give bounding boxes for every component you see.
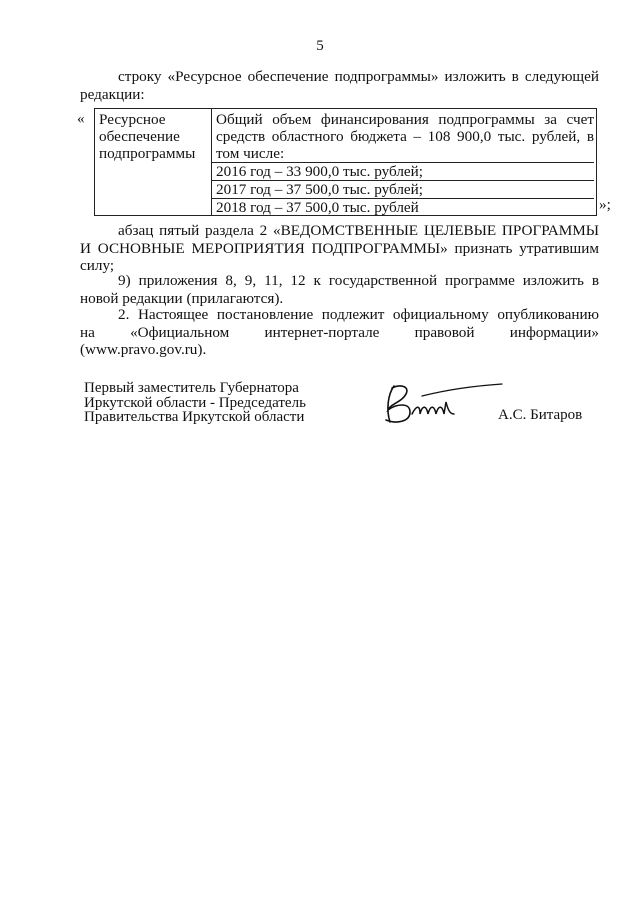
cell-line: Ресурсное bbox=[99, 111, 166, 128]
paragraph-appendices bbox=[80, 272, 599, 307]
text-line: силу; bbox=[80, 257, 115, 275]
table-right-cell bbox=[216, 111, 594, 216]
handwritten-signature bbox=[376, 380, 506, 430]
text-line: новой редакции (прилагаются). bbox=[80, 289, 284, 307]
cell-line: обеспечение bbox=[99, 128, 180, 145]
table-row: 2018 год – 37 500,0 тыс. рублей bbox=[216, 199, 419, 216]
cell-line: подпрограммы bbox=[99, 145, 196, 162]
signatory-name: А.С. Битаров bbox=[498, 407, 583, 423]
quote-close: »; bbox=[599, 196, 611, 213]
text-line: 2. Настоящее постановление подлежит официальному опубликованию bbox=[118, 306, 599, 323]
table-left-cell bbox=[99, 111, 209, 162]
text-line: редакции: bbox=[80, 85, 145, 103]
paragraph-resource-intro bbox=[80, 68, 599, 103]
text-line: абзац пятый раздела 2 «ВЕДОМСТВЕННЫЕ ЦЕЛЕВЫЕ ПРОГРАММЫ bbox=[118, 222, 599, 239]
paragraph-publication bbox=[80, 306, 599, 359]
table-row: 2016 год – 33 900,0 тыс. рублей; bbox=[212, 163, 594, 181]
cell-line: том числе: bbox=[212, 145, 594, 163]
signatory-title-line: Правительства Иркутской области bbox=[84, 409, 305, 425]
text-line: на «Официальном интернет-портале правовой информации» bbox=[80, 323, 599, 341]
text-line: 9) приложения 8, 9, 11, 12 к государственной программе изложить в bbox=[118, 272, 599, 289]
signatory-title bbox=[84, 381, 306, 425]
resource-table bbox=[94, 108, 597, 216]
paragraph-section-repeal bbox=[80, 222, 599, 275]
text-line: И ОСНОВНЫЕ МЕРОПРИЯТИЯ ПОДПРОГРАММЫ» признать утратившим bbox=[80, 239, 599, 257]
table-row: 2017 год – 37 500,0 тыс. рублей; bbox=[212, 181, 594, 199]
cell-line: Общий объем финансирования подпрограммы за счет bbox=[216, 111, 594, 128]
signatory-title-line: Первый заместитель Губернатора bbox=[84, 380, 299, 396]
page-number: 5 bbox=[316, 38, 324, 54]
text-line: (www.pravo.gov.ru). bbox=[80, 341, 207, 359]
cell-line: средств областного бюджета – 108 900,0 тыс. рублей, в bbox=[216, 128, 594, 145]
quote-open: « bbox=[77, 110, 85, 127]
text-line: строку «Ресурсное обеспечение подпрограммы» изложить в следующей bbox=[118, 68, 599, 85]
signatory-title-line: Иркутской области - Председатель bbox=[84, 394, 306, 411]
